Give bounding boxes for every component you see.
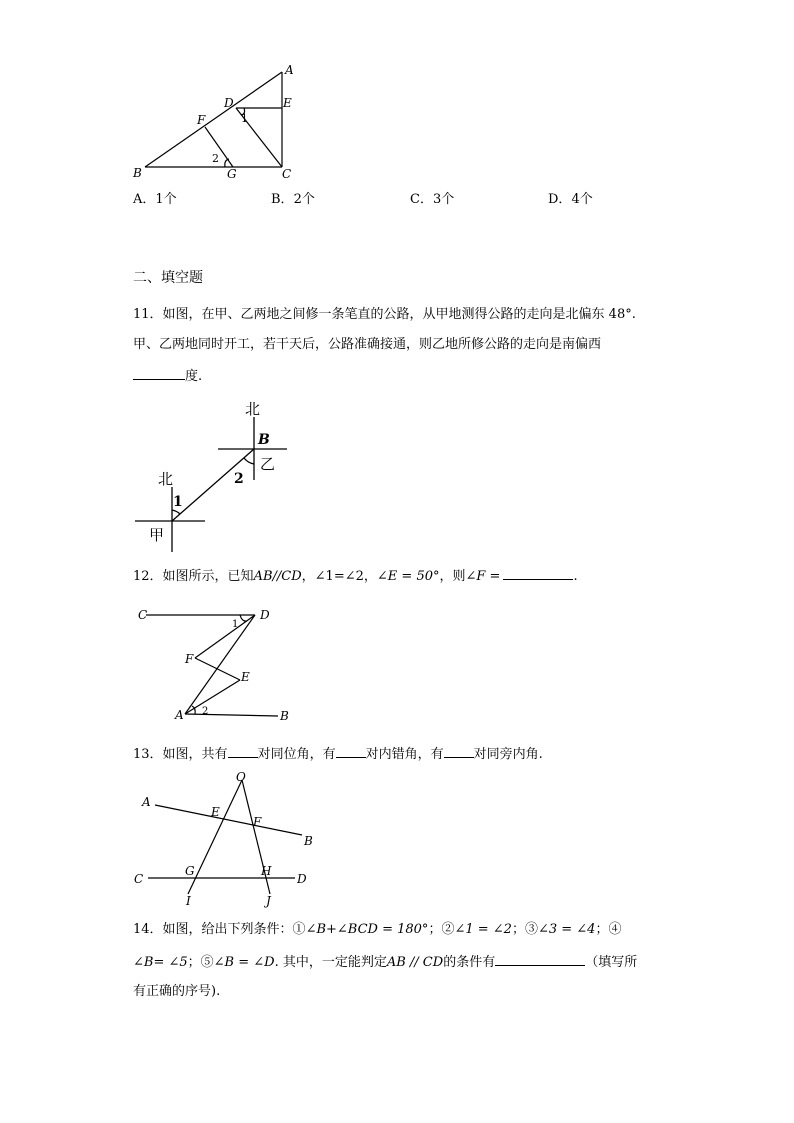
answer-blank-q12[interactable] [503,565,573,580]
label-D: D [224,96,234,110]
angle-arc-2 [244,458,254,464]
segment-DA [185,615,255,714]
label-north-top: 北 [245,400,261,418]
q12-text: 12．如图所示，已知AB//CD，∠1=∠2，∠E = 50°，则∠F = . [133,565,578,587]
q11-line2: 甲、乙两地同时开工，若干天后，公路准确接通，则乙地所修公路的走向是南偏西 [133,337,602,352]
label-angle-2: 2 [202,706,209,717]
line-AB [185,714,278,716]
label-C: C [134,872,144,886]
label-B: B [280,709,289,723]
label-G: G [185,864,195,878]
q14-line2: ∠B= ∠5；⑤∠B = ∠D. 其中，一定能判定AB // CD的条件有 （填写所 [133,951,637,973]
label-A: A [175,708,184,722]
label-A: A [142,795,151,809]
label-C: C [282,167,292,181]
label-E: E [241,670,250,684]
label-F: F [253,815,262,829]
label-I: I [186,894,191,908]
label-A: A [285,63,294,77]
label-angle-2: 2 [234,471,244,487]
option-c[interactable]: C．3个 [410,192,455,207]
q14-line1: 14．如图，给出下列条件：①∠B+∠BCD = 180°；②∠1 = ∠2；③∠3 = ∠4；④ [133,922,622,937]
label-angle-1: 1 [173,494,183,510]
figure-q11 [130,392,300,557]
label-D: D [297,872,307,886]
section-title: 二、填空题 [133,270,203,286]
angle-arc-1 [172,510,180,514]
segment-EA [185,680,240,714]
label-jia: 甲 [149,526,165,544]
label-E: E [283,96,292,110]
q11-line1: 11．如图，在甲、乙两地之间修一条笔直的公路，从甲地测得公路的走向是北偏东 48°. [133,307,636,322]
label-C: C [138,608,148,622]
figure-q10 [125,60,305,185]
figure-q13 [130,768,320,908]
segment-FG [205,127,233,167]
label-F: F [185,652,194,666]
label-G: G [227,167,237,181]
option-b[interactable]: B．2个 [271,192,315,207]
figure-q12 [130,600,300,728]
label-D: D [260,608,270,622]
answer-blank-q13-3[interactable] [444,743,474,758]
answer-blank-q14[interactable] [495,951,585,966]
angle-arc-1 [240,615,247,621]
option-a[interactable]: A．1个 [133,192,177,207]
label-F: F [197,113,206,127]
label-north-left: 北 [158,470,174,488]
label-O: O [236,770,246,784]
q14-line3: 有正确的序号). [133,984,221,999]
q11-line3: 度. [133,365,202,387]
answer-blank-q13-2[interactable] [336,743,366,758]
label-H: H [261,864,272,878]
answer-blank-q11[interactable] [133,365,185,380]
label-angle-2: 2 [212,152,219,165]
label-yi: 乙 [260,455,276,473]
label-J: J [266,894,271,908]
label-B: B [258,432,270,448]
label-E: E [211,805,220,819]
option-d[interactable]: D．4个 [548,192,593,207]
line-OI [188,780,242,894]
label-B: B [133,166,142,180]
answer-blank-q13-1[interactable] [228,743,258,758]
label-angle-1: 1 [241,112,248,125]
label-B: B [304,834,313,848]
q13-text: 13．如图，共有 对同位角，有 对内错角，有 对同旁内角. [133,743,543,765]
label-angle-1: 1 [232,619,239,630]
